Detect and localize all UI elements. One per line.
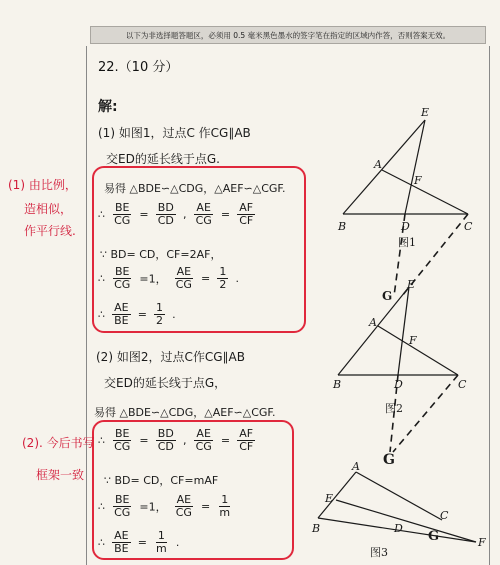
fig2-caption: 图2 — [385, 402, 403, 415]
numerator: BE — [114, 201, 130, 214]
therefore-symbol: ∴ — [98, 536, 105, 549]
denominator: CD — [157, 440, 174, 453]
equals-one: =1， — [139, 272, 167, 286]
teacher-comment-2-line1: (2). 今后书写 — [22, 436, 95, 450]
denominator: CG — [195, 440, 212, 453]
segment-EF — [336, 500, 476, 542]
fig2-label-G-top: G — [382, 289, 393, 303]
equals: = — [139, 208, 149, 221]
denominator: CF — [239, 440, 254, 453]
fig1-label-E: E — [421, 106, 430, 119]
numerator: AE — [196, 427, 211, 440]
fig1-label-A: A — [374, 158, 382, 171]
segment-ED — [398, 287, 409, 375]
dashed-DG — [394, 214, 405, 296]
segment-AC — [356, 472, 442, 520]
segment-ED — [405, 120, 425, 214]
period: . — [172, 308, 176, 321]
numerator: 1 — [157, 529, 165, 542]
teacher-comment-1-line2: 造相似， — [24, 202, 73, 216]
part2-line3: 易得 △BDE∽△CDG，△AEF∽△CGF. — [94, 406, 276, 419]
numerator: AE — [114, 301, 129, 314]
numerator: BD — [157, 427, 174, 440]
therefore-symbol: ∴ — [98, 308, 105, 321]
numerator: AE — [176, 493, 192, 506]
therefore-symbol: ∴ — [98, 272, 105, 285]
denominator: BE — [114, 542, 129, 555]
denominator: CG — [114, 506, 131, 519]
period: . — [175, 536, 180, 549]
denominator: CF — [239, 214, 254, 227]
segment-BE — [343, 120, 425, 214]
fig2-label-A: A — [369, 316, 377, 329]
equals: = — [137, 536, 147, 549]
fig1-label-B: B — [338, 220, 347, 233]
numerator: AF — [239, 201, 254, 214]
therefore-symbol: ∴ — [98, 434, 105, 447]
fig2-label-D: D — [394, 378, 403, 391]
part1-line3: 易得 △BDE∽△CDG，△AEF∽△CGF. — [104, 182, 286, 195]
denominator: CG — [114, 440, 131, 453]
teacher-comment-1-line3: 作平行线. — [24, 224, 76, 238]
equals: = — [220, 208, 231, 221]
numerator: BE — [114, 265, 130, 278]
denominator: CG — [114, 278, 131, 291]
separator: , — [182, 208, 187, 221]
part2-line2: 交ED的延长线于点G， — [104, 376, 227, 390]
part2-line1: (2) 如图2，过点C作CG∥AB — [96, 350, 245, 364]
numerator: 1 — [156, 301, 163, 314]
numerator: BE — [114, 493, 130, 506]
numerator: BD — [157, 201, 174, 214]
segment-AC — [382, 170, 468, 214]
fig3-label-C: C — [440, 509, 449, 522]
fig2-label-F: F — [409, 334, 417, 347]
denominator: CG — [195, 214, 212, 227]
denominator: CG — [175, 506, 192, 519]
teacher-comment-1-line1: (1) 由比例， — [8, 178, 77, 192]
part2-line5: ∵ BD= CD，CF=mAF — [104, 474, 219, 487]
fig2-label-G: G — [383, 452, 395, 468]
fig3-label-D: D — [394, 522, 403, 535]
therefore-symbol: ∴ — [98, 208, 105, 221]
denominator: 2 — [156, 314, 163, 327]
denominator: CD — [157, 214, 174, 227]
numerator: 1 — [221, 493, 229, 506]
separator: , — [182, 434, 187, 447]
fig3-label-E: E — [325, 492, 334, 505]
figure-1 — [343, 120, 468, 214]
fig1-caption: 图1 — [398, 236, 416, 249]
denominator: BE — [114, 314, 129, 327]
solution-heading: 解: — [98, 99, 118, 115]
numerator: AE — [176, 265, 192, 278]
equals: = — [201, 500, 211, 513]
therefore-symbol: ∴ — [98, 500, 105, 513]
fig1-label-F: F — [414, 174, 422, 187]
segment-BA — [318, 472, 356, 518]
segment-BE — [338, 287, 409, 375]
denominator: CG — [175, 278, 192, 291]
teacher-comment-2-line2: 框架一致 — [36, 468, 85, 482]
denominator: 2 — [219, 278, 227, 291]
answer-area-notice: 以下为非选择题答题区，必须用 0.5 毫米黑色墨水的签字笔在指定的区域内作答，否则答案无效。 — [90, 26, 486, 44]
part1-line2: 交ED的延长线于点G. — [106, 152, 220, 166]
fig2-label-C: C — [458, 378, 467, 391]
fig3-label-F: F — [478, 536, 486, 549]
numerator: AE — [114, 529, 129, 542]
period: . — [235, 272, 239, 285]
figure-2 — [338, 287, 458, 375]
fig3-caption: 图3 — [370, 546, 388, 559]
fig3-label-G: G — [428, 529, 440, 544]
denominator: CG — [114, 214, 131, 227]
segment-AC — [378, 326, 458, 375]
part1-line5: ∵ BD= CD，CF=2AF， — [100, 248, 222, 261]
question-number: 22.（10 分） — [98, 60, 179, 75]
equals: = — [139, 434, 149, 447]
fig3-label-A: A — [352, 460, 360, 473]
denominator: m — [156, 542, 167, 555]
fig2-label-E: E — [407, 278, 416, 291]
equals: = — [201, 272, 211, 285]
numerator: 1 — [219, 265, 227, 278]
equals: = — [220, 434, 231, 447]
fig1-label-C: C — [464, 220, 473, 233]
denominator: m — [219, 506, 231, 519]
fig2-label-B: B — [333, 378, 342, 391]
part1-line1: (1) 如图1，过点C 作CG∥AB — [98, 126, 251, 140]
numerator: AE — [196, 201, 211, 214]
equals-one: =1， — [139, 500, 167, 514]
numerator: BE — [114, 427, 130, 440]
fig1-label-D: D — [401, 220, 410, 233]
equals: = — [137, 308, 147, 321]
fig3-label-B: B — [312, 522, 321, 535]
numerator: AF — [239, 427, 254, 440]
